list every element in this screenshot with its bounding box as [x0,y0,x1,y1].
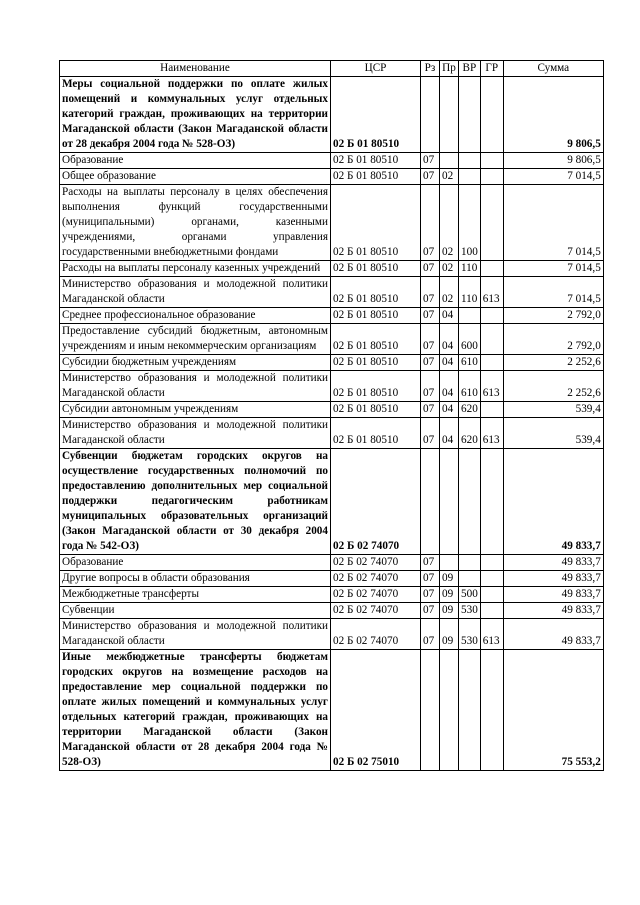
row-gr: 613 [480,619,503,650]
table-row [60,185,604,261]
table-row [60,555,604,571]
row-name: Общее образование [60,169,331,185]
header-name: Наименование [60,61,331,77]
row-name: Субвенции [60,603,331,619]
row-gr [480,261,503,277]
row-sum: 49 833,7 [503,587,603,603]
row-pr: 04 [440,324,459,355]
row-gr: 613 [480,371,503,402]
table-row [60,371,604,402]
row-pr [440,77,459,153]
row-rz: 07 [421,555,440,571]
row-pr [440,449,459,555]
row-pr: 04 [440,418,459,449]
row-gr [480,185,503,261]
row-rz: 07 [421,169,440,185]
row-gr [480,169,503,185]
row-rz: 07 [421,371,440,402]
row-sum: 7 014,5 [503,185,603,261]
row-rz [421,449,440,555]
row-sum: 2 252,6 [503,371,603,402]
table-row [60,418,604,449]
row-sum: 2 252,6 [503,355,603,371]
row-pr [440,555,459,571]
row-sum: 2 792,0 [503,324,603,355]
header-pr: Пр [440,61,459,77]
row-rz: 07 [421,571,440,587]
row-sum: 9 806,5 [503,77,603,153]
table-row [60,402,604,418]
row-csr: 02 Б 01 80510 [331,185,421,261]
row-csr: 02 Б 02 74070 [331,603,421,619]
row-pr [440,650,459,771]
row-rz: 07 [421,153,440,169]
row-name: Иные межбюджетные трансферты бюджетам городских округов на возмещение расходов на предоставление мер социальной поддержки по оплате жилых помещений и коммунальных услуг отдельных категорий граждан, проживающих на территории Магаданской области (Закон Магаданской области от 28 декабря 2004 года № 528-ОЗ) [60,650,331,771]
row-name: Министерство образования и молодежной политики Магаданской области [60,371,331,402]
row-rz: 07 [421,402,440,418]
row-vr: 530 [459,603,481,619]
row-rz: 07 [421,261,440,277]
row-pr: 04 [440,402,459,418]
row-vr [459,555,481,571]
table-row [60,277,604,308]
row-pr: 09 [440,603,459,619]
row-gr [480,555,503,571]
row-vr: 500 [459,587,481,603]
row-csr: 02 Б 01 80510 [331,402,421,418]
row-gr [480,308,503,324]
row-name: Субвенции бюджетам городских округов на осуществление государственных полномочий по предоставлению дополнительных мер социальной поддержки педагогическим работникам муниципальных образовательных организаций (Закон Магаданской области от 30 декабря 2004 года № 542-ОЗ) [60,449,331,555]
row-gr: 613 [480,277,503,308]
table-row [60,153,604,169]
row-pr: 02 [440,169,459,185]
row-csr: 02 Б 02 75010 [331,650,421,771]
budget-table [59,60,604,771]
row-name: Субсидии автономным учреждениям [60,402,331,418]
row-csr: 02 Б 01 80510 [331,355,421,371]
row-csr: 02 Б 01 80510 [331,153,421,169]
row-name: Образование [60,555,331,571]
row-csr: 02 Б 02 74070 [331,571,421,587]
row-rz: 07 [421,418,440,449]
table-row [60,261,604,277]
row-csr: 02 Б 02 74070 [331,555,421,571]
row-rz [421,650,440,771]
header-vr: ВР [459,61,481,77]
row-vr [459,77,481,153]
row-sum: 75 553,2 [503,650,603,771]
row-rz: 07 [421,603,440,619]
row-pr: 04 [440,371,459,402]
table-row [60,77,604,153]
header-rz: Рз [421,61,440,77]
row-sum: 7 014,5 [503,261,603,277]
row-rz: 07 [421,277,440,308]
row-pr: 04 [440,355,459,371]
row-vr [459,449,481,555]
row-rz: 07 [421,185,440,261]
row-vr: 620 [459,418,481,449]
row-vr: 100 [459,185,481,261]
table-row [60,650,604,771]
row-rz [421,77,440,153]
row-vr: 530 [459,619,481,650]
row-sum: 49 833,7 [503,603,603,619]
row-vr [459,169,481,185]
row-name: Среднее профессиональное образование [60,308,331,324]
row-name: Субсидии бюджетным учреждениям [60,355,331,371]
row-gr [480,650,503,771]
header-csr: ЦСР [331,61,421,77]
row-vr: 600 [459,324,481,355]
row-gr [480,77,503,153]
header-row [60,61,604,77]
row-sum: 49 833,7 [503,555,603,571]
row-csr: 02 Б 01 80510 [331,169,421,185]
row-gr [480,402,503,418]
row-vr [459,571,481,587]
row-gr [480,355,503,371]
row-gr: 613 [480,418,503,449]
row-name: Расходы на выплаты персоналу казенных учреждений [60,261,331,277]
row-gr [480,587,503,603]
row-vr: 110 [459,277,481,308]
row-name: Межбюджетные трансферты [60,587,331,603]
row-name: Другие вопросы в области образования [60,571,331,587]
header-sum: Сумма [503,61,603,77]
row-vr: 110 [459,261,481,277]
row-gr [480,603,503,619]
row-name: Меры социальной поддержки по оплате жилых помещений и коммунальных услуг отдельных категорий граждан, проживающих на территории Магаданской области (Закон Магаданской области от 28 декабря 2004 года № 528-ОЗ) [60,77,331,153]
row-vr [459,153,481,169]
row-pr: 09 [440,571,459,587]
table-row [60,324,604,355]
table-row [60,449,604,555]
row-sum: 49 833,7 [503,449,603,555]
row-gr [480,153,503,169]
header-gr: ГР [480,61,503,77]
row-vr [459,650,481,771]
row-rz: 07 [421,587,440,603]
row-vr: 620 [459,402,481,418]
row-name: Министерство образования и молодежной политики Магаданской области [60,619,331,650]
table-row [60,603,604,619]
table-row [60,587,604,603]
row-sum: 539,4 [503,418,603,449]
row-csr: 02 Б 01 80510 [331,371,421,402]
row-rz: 07 [421,355,440,371]
row-sum: 9 806,5 [503,153,603,169]
row-gr [480,571,503,587]
row-rz: 07 [421,619,440,650]
row-name: Расходы на выплаты персоналу в целях обеспечения выполнения функций государственными (муниципальными) органами, казенными учреждениями, органами управления государственными внебюджетными фондами [60,185,331,261]
row-sum: 2 792,0 [503,308,603,324]
row-vr: 610 [459,371,481,402]
row-name: Министерство образования и молодежной политики Магаданской области [60,418,331,449]
row-name: Образование [60,153,331,169]
row-pr: 02 [440,277,459,308]
row-csr: 02 Б 02 74070 [331,587,421,603]
row-name: Предоставление субсидий бюджетным, автономным учреждениям и иным некоммерческим организациям [60,324,331,355]
row-rz: 07 [421,308,440,324]
row-pr: 02 [440,261,459,277]
row-csr: 02 Б 01 80510 [331,324,421,355]
row-pr: 02 [440,185,459,261]
row-name: Министерство образования и молодежной политики Магаданской области [60,277,331,308]
row-pr [440,153,459,169]
row-csr: 02 Б 01 80510 [331,418,421,449]
row-pr: 09 [440,619,459,650]
row-gr [480,449,503,555]
row-sum: 7 014,5 [503,169,603,185]
row-csr: 02 Б 01 80510 [331,277,421,308]
row-sum: 49 833,7 [503,571,603,587]
table-row [60,308,604,324]
row-rz: 07 [421,324,440,355]
row-pr: 09 [440,587,459,603]
row-sum: 539,4 [503,402,603,418]
row-csr: 02 Б 01 80510 [331,308,421,324]
row-sum: 7 014,5 [503,277,603,308]
row-gr [480,324,503,355]
row-csr: 02 Б 02 74070 [331,449,421,555]
table-row [60,571,604,587]
table-row [60,619,604,650]
row-pr: 04 [440,308,459,324]
row-vr: 610 [459,355,481,371]
document-page [59,60,604,771]
row-csr: 02 Б 02 74070 [331,619,421,650]
row-vr [459,308,481,324]
row-sum: 49 833,7 [503,619,603,650]
row-csr: 02 Б 01 80510 [331,77,421,153]
table-row [60,169,604,185]
table-row [60,355,604,371]
row-csr: 02 Б 01 80510 [331,261,421,277]
